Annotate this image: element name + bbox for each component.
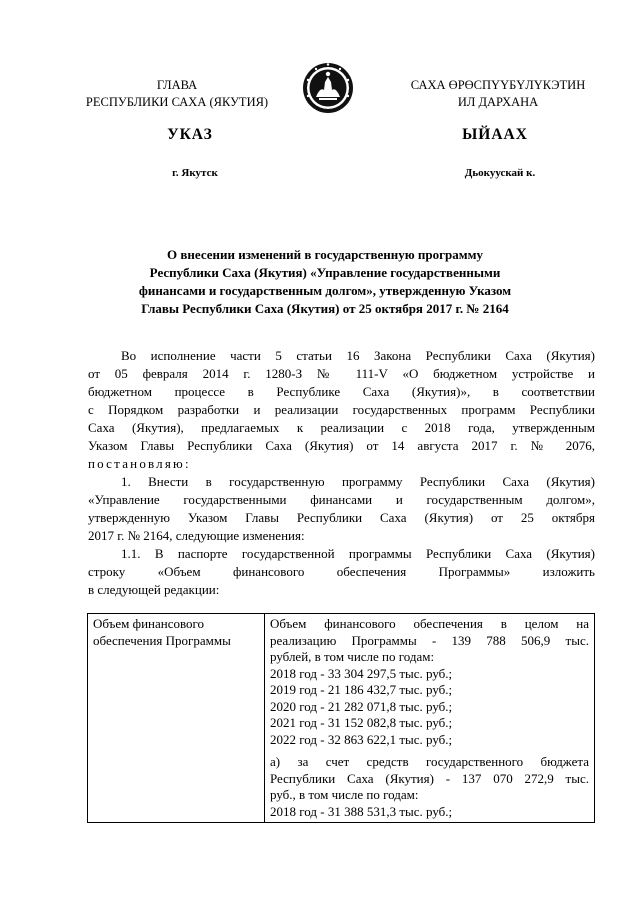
title-line: Республики Саха (Якутия) «Управление государственными bbox=[149, 265, 501, 280]
city-right: Дьокуускай к. bbox=[464, 167, 536, 179]
title-line: финансами и государственным долгом», утвержденную Указом bbox=[138, 283, 512, 298]
title-line: О внесении изменений в государственную программу bbox=[167, 247, 483, 262]
financing-table bbox=[87, 613, 595, 823]
title-line: Главы Республики Саха (Якутия) от 25 октября 2017 г. № 2164 bbox=[141, 301, 509, 316]
value-line: 2020 год - 21 282 071,8 тыс. руб.; bbox=[270, 698, 453, 714]
item-1-line: «Управление государственными финансами и государственным долгом», bbox=[88, 492, 595, 507]
state-budget-block bbox=[270, 754, 589, 820]
issuer-left-line-1: ГЛАВА bbox=[156, 78, 198, 92]
issuer-right-line-2: ИЛ ДАРХАНА bbox=[457, 95, 539, 109]
value-line: 2018 год - 33 304 297,5 тыс. руб.; bbox=[270, 665, 453, 681]
item-1-line: 1. Внести в государственную программу Республики Саха (Якутия) bbox=[121, 474, 595, 489]
item-1-line: 2017 г. № 2164, следующие изменения: bbox=[88, 528, 305, 543]
label-line: обеспечения Программы bbox=[93, 632, 231, 648]
preamble-line: Во исполнение части 5 статьи 16 Закона Республики Саха (Якутия) bbox=[121, 348, 595, 363]
value-line: Республики Саха (Якутия) - 137 070 272,9 тыс. bbox=[270, 770, 589, 786]
value-line: 2021 год - 31 152 082,8 тыс. руб.; bbox=[270, 715, 453, 730]
table-value-cell bbox=[265, 614, 595, 823]
item-1-1-line: 1.1. В паспорте государственной программы Республики Саха (Якутия) bbox=[121, 546, 595, 561]
issuer-left-line-2: РЕСПУБЛИКИ САХА (ЯКУТИЯ) bbox=[85, 95, 269, 109]
value-line: Объем финансового обеспечения в целом на bbox=[270, 616, 589, 631]
item-1-line: утвержденную Указом Главы Республики Саха (Якутия) от 25 октября bbox=[88, 510, 595, 525]
value-line: а) за счет средств государственного бюджета bbox=[270, 754, 589, 769]
item-1-1-paragraph bbox=[88, 545, 595, 599]
value-line: руб., в том числе по годам: bbox=[270, 787, 419, 802]
doc-type-left: УКАЗ bbox=[167, 126, 213, 143]
total-financing-block bbox=[270, 616, 589, 748]
value-line: рублей, в том числе по годам: bbox=[270, 649, 435, 664]
preamble-line: Указом Главы Республики Саха (Якутия) от 14 августа 2017 г. № 2076, bbox=[88, 438, 595, 453]
postanovlyayu: постановляю: bbox=[88, 456, 191, 471]
value-line: 2018 год - 31 388 531,3 тыс. руб.; bbox=[270, 803, 453, 819]
decree-title bbox=[80, 246, 570, 318]
preamble-line: бюджетном процессе в Республике Саха (Якутия)», в соответствии bbox=[88, 384, 595, 399]
table-label-cell bbox=[88, 614, 265, 823]
preamble-paragraph bbox=[88, 347, 595, 473]
coat-of-arms-emblem bbox=[302, 60, 354, 116]
value-line: 2022 год - 32 863 622,1 тыс. руб.; bbox=[270, 731, 453, 747]
table-row bbox=[88, 614, 595, 823]
issuer-left bbox=[62, 77, 292, 111]
preamble-line: с Порядком разработки и реализации государственных программ Республики bbox=[88, 402, 595, 417]
issuer-right-line-1: САХА ӨРӨСПҮҮБҮЛҮКЭТИН bbox=[410, 78, 586, 92]
item-1-1-line: строку «Объем финансового обеспечения Программы» изложить bbox=[88, 564, 595, 579]
item-1-paragraph bbox=[88, 473, 595, 545]
label-line: Объем финансового bbox=[93, 616, 205, 631]
preamble-line: от 05 февраля 2014 г. 1280-З № 111-V «О бюджетном устройстве и bbox=[88, 366, 595, 381]
item-1-1-line: в следующей редакции: bbox=[88, 582, 220, 597]
value-line: реализацию Программы - 139 788 506,9 тыс. bbox=[270, 632, 589, 648]
preamble-line: Саха (Якутия), предлагаемых к реализации с 2018 года, утвержденным bbox=[88, 420, 595, 435]
doc-type-right: ЫЙААХ bbox=[462, 126, 528, 143]
decree-body bbox=[88, 347, 595, 599]
issuer-right bbox=[383, 77, 613, 111]
value-line: 2019 год - 21 186 432,7 тыс. руб.; bbox=[270, 682, 453, 697]
city-left: г. Якутск bbox=[172, 167, 218, 179]
